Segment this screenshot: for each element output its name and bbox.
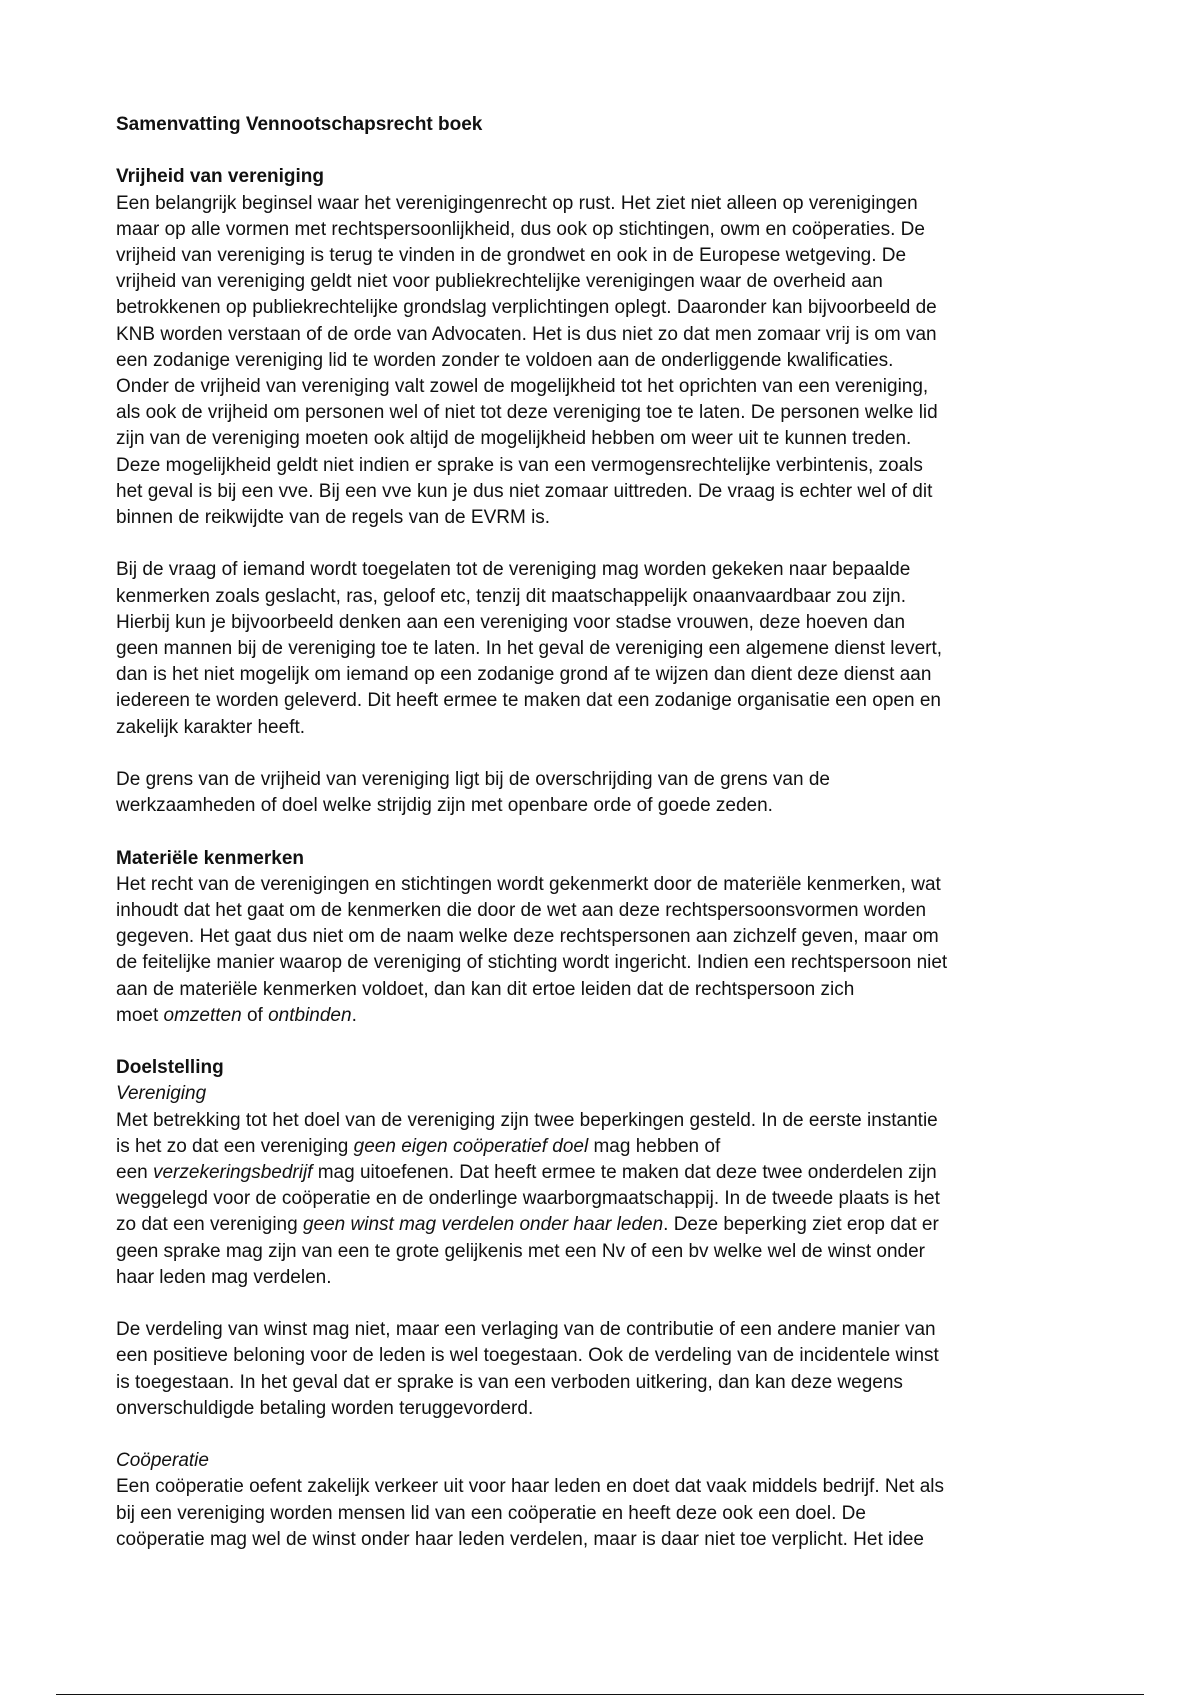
text-run: . — [351, 1004, 357, 1026]
text-run: of — [241, 1004, 269, 1026]
paragraph — [116, 1108, 1096, 1291]
text-line: iedereen te worden geleverd. Dit heeft ermee te maken dat een zodanige organisatie een open en — [116, 690, 941, 712]
text-run: mag uitoefenen. Dat heeft ermee te maken dat deze twee onderdelen zijn — [312, 1162, 937, 1184]
paragraph — [116, 767, 1096, 819]
text-line: binnen de reikwijdte van de regels van de EVRM is. — [116, 507, 551, 529]
text-line: KNB worden verstaan of de orde van Advocaten. Het is dus niet zo dat men zomaar vrij is om van — [116, 323, 937, 345]
text-line: Met betrekking tot het doel van de vereniging zijn twee beperkingen gesteld. In de eerste instantie — [116, 1109, 938, 1131]
text-line: dan is het niet mogelijk om iemand op een zodanige grond af te wijzen dan dient deze dienst aan — [116, 664, 932, 686]
text-line: onverschuldigde betaling worden teruggevorderd. — [116, 1397, 534, 1419]
text-run: is het zo dat een vereniging — [116, 1135, 354, 1157]
text-run: zo dat een vereniging — [116, 1214, 303, 1236]
text-line: weggelegd voor de coöperatie en de onderlinge waarborgmaatschappij. In de tweede plaats is het — [116, 1188, 940, 1210]
emphasis-text: geen eigen coöperatief doel — [353, 1135, 589, 1157]
document-page — [116, 112, 1096, 1579]
text-run: moet — [116, 1004, 164, 1026]
paragraph — [116, 557, 1096, 740]
emphasis-text: verzekeringsbedrijf — [152, 1162, 313, 1184]
section-heading-vrijheid: Vrijheid van vereniging — [116, 166, 325, 188]
text-line: een positieve beloning voor de leden is wel toegestaan. Ook de verdeling van de incidentele winst — [116, 1345, 939, 1367]
text-line: als ook de vrijheid om personen wel of niet tot deze vereniging toe te laten. De personen welke lid — [116, 402, 938, 424]
text-line: De grens van de vrijheid van vereniging ligt bij de overschrijding van de grens van de — [116, 769, 830, 791]
text-run: . Deze beperking ziet erop dat er — [663, 1214, 939, 1236]
text-line: Het recht van de verenigingen en stichtingen wordt gekenmerkt door de materiële kenmerken, wat — [116, 873, 941, 895]
text-line: de feitelijke manier waarop de vereniging of stichting wordt ingericht. Indien een rechtspersoon niet — [116, 952, 948, 974]
text-line: betrokkenen op publiekrechtelijke grondslag verplichtingen oplegt. Daaronder kan bijvoorbeeld de — [116, 297, 937, 319]
text-line: kenmerken zoals geslacht, ras, geloof etc, tenzij dit maatschappelijk onaanvaardbaar zou zijn. — [116, 585, 906, 607]
emphasis-text: omzetten — [163, 1004, 242, 1026]
text-line — [116, 1003, 1096, 1029]
text-line: haar leden mag verdelen. — [116, 1266, 332, 1288]
text-line: vrijheid van vereniging is terug te vinden in de grondwet en ook in de Europese wetgeving. De — [116, 245, 907, 266]
section-heading-materiele-kenmerken: Materiële kenmerken — [116, 847, 304, 869]
text-line — [116, 1160, 1096, 1186]
text-line: vrijheid van vereniging geldt niet voor publiekrechtelijke verenigingen waar de overheid aan — [116, 271, 883, 293]
text-line: Deze mogelijkheid geldt niet indien er sprake is van een vermogensrechtelijke verbintenis, zoals — [116, 454, 923, 476]
text-run: een — [116, 1162, 153, 1184]
paragraph — [116, 1474, 1096, 1553]
text-line: Hierbij kun je bijvoorbeeld denken aan een vereniging voor stadse vrouwen, deze hoeven dan — [116, 611, 906, 633]
emphasis-text: geen winst mag verdelen onder haar leden — [302, 1214, 664, 1236]
text-line: Bij de vraag of iemand wordt toegelaten tot de vereniging mag worden gekeken naar bepaalde — [116, 559, 911, 581]
text-line: bij een vereniging worden mensen lid van een coöperatie en heeft deze ook een doel. De — [116, 1502, 866, 1524]
text-line: inhoudt dat het gaat om de kenmerken die door de wet aan deze rechtspersoonsvormen worden — [116, 900, 927, 922]
text-line: werkzaamheden of doel welke strijdig zijn met openbare orde of goede zeden. — [116, 795, 773, 817]
text-line — [116, 1212, 1096, 1238]
text-line: het geval is bij een vve. Bij een vve kun je dus niet zomaar uittreden. De vraag is echter wel of dit — [116, 480, 933, 502]
text-line — [116, 1134, 1096, 1160]
section-heading-doelstelling: Doelstelling — [116, 1057, 224, 1079]
text-line: is toegestaan. In het geval dat er sprake is van een verboden uitkering, dan kan deze wegens — [116, 1371, 903, 1393]
subheading-vereniging: Vereniging — [116, 1083, 207, 1105]
text-line: gegeven. Het gaat dus niet om de naam welke deze rechtspersonen aan zichzelf geven, maar om — [116, 926, 939, 948]
paragraph — [116, 191, 1096, 532]
text-line: een zodanige vereniging lid te worden zonder te voldoen aan de onderliggende kwalificaties. — [116, 349, 894, 371]
emphasis-text: ontbinden — [268, 1004, 352, 1026]
text-line: Een coöperatie oefent zakelijk verkeer uit voor haar leden en doet dat vaak middels bedrijf. Net als — [116, 1476, 945, 1498]
document-title: Samenvatting Vennootschapsrecht boek — [116, 114, 483, 135]
text-line: geen sprake mag zijn van een te grote gelijkenis met een Nv of een bv welke wel de winst onder — [116, 1240, 926, 1262]
subheading-cooperatie: Coöperatie — [116, 1450, 209, 1472]
footer-divider — [56, 1694, 1144, 1695]
paragraph — [116, 1317, 1096, 1422]
text-line: De verdeling van winst mag niet, maar een verlaging van de contributie of een andere manier van — [116, 1319, 936, 1341]
paragraph — [116, 872, 1096, 1029]
text-line: Een belangrijk beginsel waar het verenigingenrecht op rust. Het ziet niet alleen op verenigingen — [116, 192, 918, 214]
text-line: coöperatie mag wel de winst onder haar leden verdelen, maar is daar niet toe verplicht. Het idee — [116, 1528, 924, 1550]
text-line: zijn van de vereniging moeten ook altijd de mogelijkheid hebben om weer uit te kunnen treden. — [116, 428, 912, 450]
text-line: Onder de vrijheid van vereniging valt zowel de mogelijkheid tot het oprichten van een vereniging, — [116, 376, 929, 398]
text-line: aan de materiële kenmerken voldoet, dan kan dit ertoe leiden dat de rechtspersoon zich — [116, 978, 855, 1000]
text-line: maar op alle vormen met rechtspersoonlijkheid, dus ook op stichtingen, owm en coöperaties. De — [116, 218, 925, 240]
text-run: mag hebben of — [588, 1135, 721, 1157]
text-line: geen mannen bij de vereniging toe te laten. In het geval de vereniging een algemene dienst levert, — [116, 638, 943, 660]
text-line: zakelijk karakter heeft. — [116, 716, 306, 738]
